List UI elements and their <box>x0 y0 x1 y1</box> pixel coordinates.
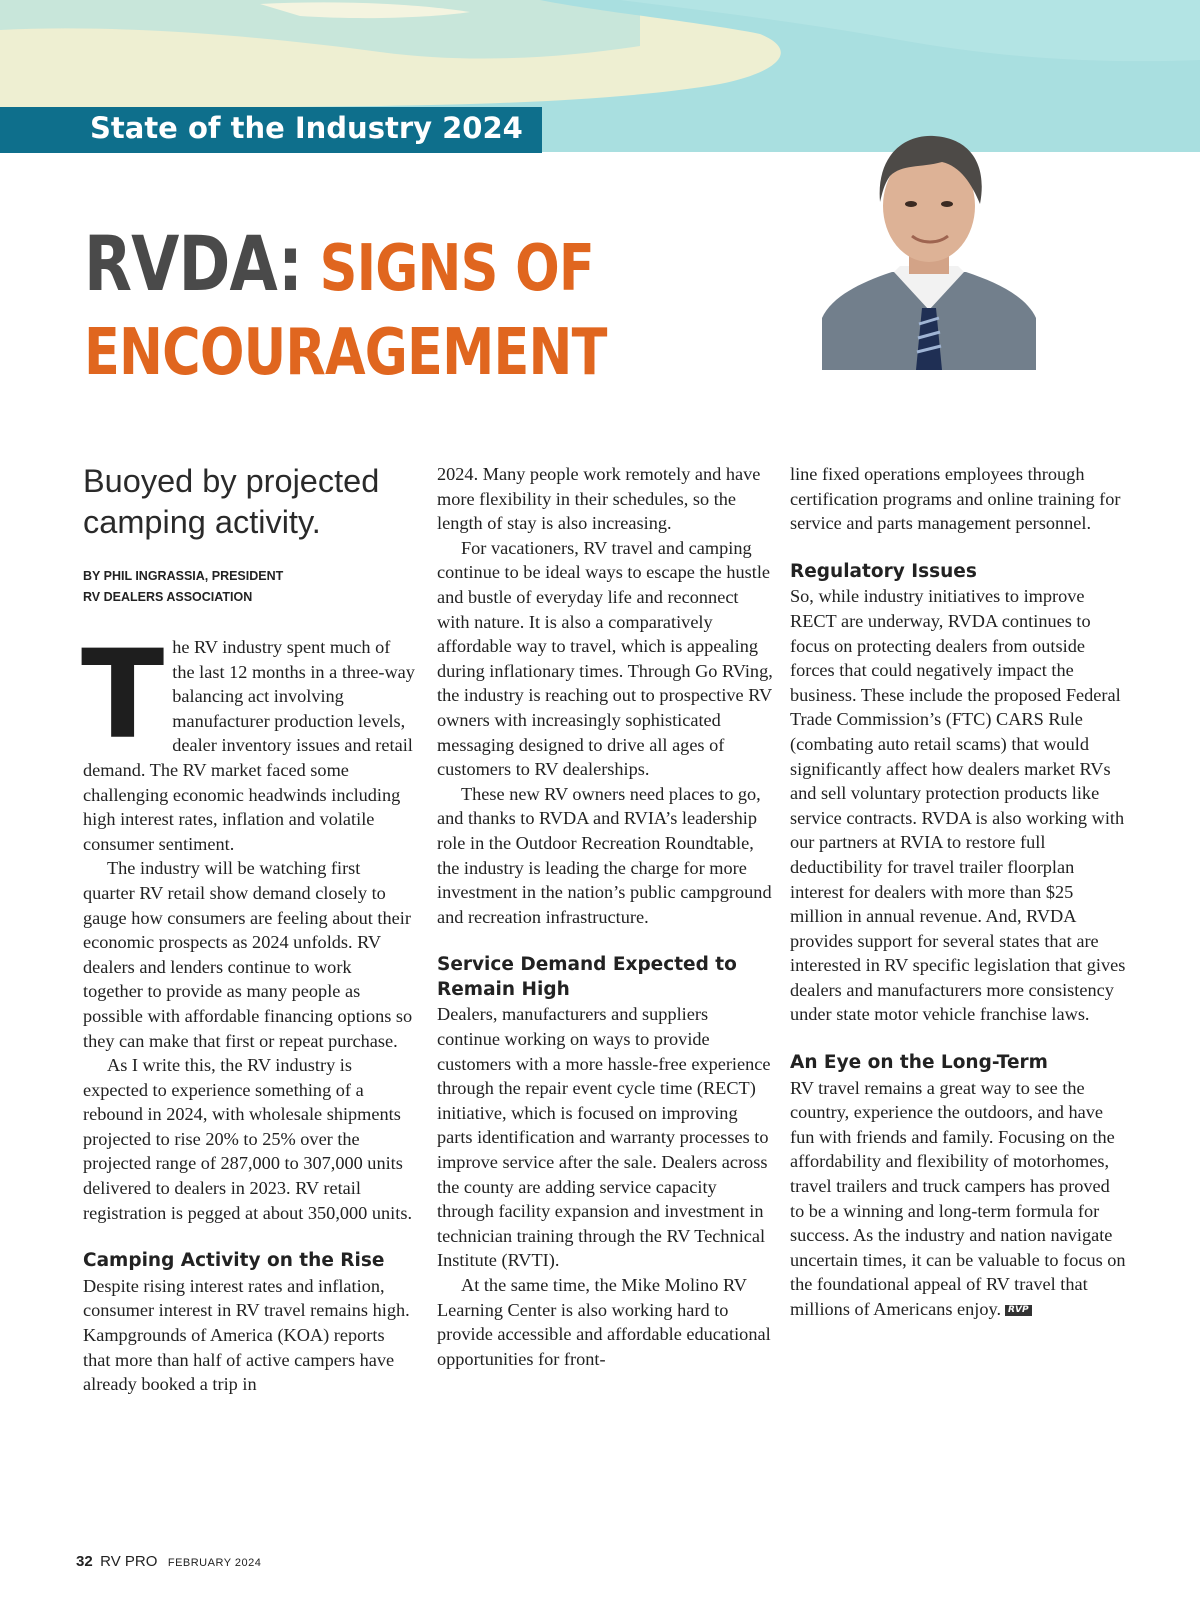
regulatory-heading: Regulatory Issues <box>790 560 977 582</box>
camping-paragraph-2: For vacationers, RV travel and camping continue to be ideal ways to escape the hustle and bustle of everyday life and reconnect with nature. It is also a comparatively affordable way to travel, which is appealing during inflationary times. Through Go RVing, the industry is reaching out to prospective RV owners with increasingly sophisticated messaging designed to drive all ages of customers to RV dealerships. <box>437 537 773 780</box>
article-column-2 <box>437 462 773 1371</box>
page-number: 32 <box>76 1553 93 1570</box>
camping-heading: Camping Activity on the Rise <box>83 1250 385 1272</box>
byline-line-1: BY PHIL INGRASSIA, PRESIDENT <box>83 569 284 583</box>
intro-paragraph-1-text: he RV industry spent much of the last 12 months in a three-way balancing act involving manufacturer production levels, dealer inventory issues and retail demand. The RV market faced some challenging economic headwinds including high interest rates, inflation and volatile consumer sentiment. <box>83 637 415 854</box>
service-heading: Service Demand Expected to Remain High <box>437 954 737 1000</box>
camping-paragraph-1-part-2: 2024. Many people work remotely and have more flexibility in their schedules, so the length of stay is also increasing. <box>437 464 761 534</box>
section-tag-label: State of the Industry 2024 <box>90 111 523 145</box>
service-paragraph-2-part-2: line fixed operations employees through certification programs and online training for service and parts management personnel. <box>790 464 1121 534</box>
camping-paragraph-3: These new RV owners need places to go, and thanks to RVDA and RVIA’s leadership role in the Outdoor Recreation Roundtable, the industry is leading the charge for more investment in the nation’s public campground and recreation infrastructure. <box>437 783 772 927</box>
intro-paragraph-3: As I write this, the RV industry is expected to experience something of a rebound in 2024, with wholesale shipments projected to rise 20% to 25% over the projected range of 287,000 to 307,000 units delivered to dealers in 2023. RV retail registration is pegged at about 350,000 units. <box>83 1055 413 1223</box>
headline <box>84 219 625 395</box>
byline-line-2: RV DEALERS ASSOCIATION <box>83 590 253 604</box>
byline <box>83 566 415 608</box>
page-footer <box>76 1553 261 1571</box>
drop-cap: T <box>81 624 165 766</box>
issue-date: FEBRUARY 2024 <box>167 1557 262 1569</box>
regulatory-paragraph: So, while industry initiatives to improve RECT are underway, RVDA continues to focus on protecting dealers from outside forces that could negatively impact the business. These include the proposed Federal Trade Commission’s (FTC) CARS Rule (combating auto retail scams) that would significantly affect how dealers market RVs and sell voluntary protection products like service contracts. RVDA is also working with our partners at RVIA to restore full deductibility for travel trailer floorplan interest for dealers with more than $25 million in annual revenue. And, RVDA provides support for several states that are interested in RV specific legislation that gives dealers and manufacturers more consistency under state motor vehicle franchise laws. <box>790 586 1126 1025</box>
headline-line1: SIGNS OF <box>319 232 594 306</box>
longterm-heading: An Eye on the Long-Term <box>790 1052 1048 1074</box>
intro-paragraph-2: The industry will be watching first quarter RV retail show demand closely to gauge how consumers are feeling about their economic prospects as 2024 unfolds. RV dealers and lenders continue to work together to provide as many people as possible with affordable financing options so they can make that first or repeat purchase. <box>83 858 413 1051</box>
headline-prefix: RVDA: <box>84 219 303 308</box>
service-paragraph-2-part-1: At the same time, the Mike Molino RV Learning Center is also working hard to provide accessible and affordable educational opportunities for front- <box>437 1275 771 1369</box>
article-column-3 <box>790 462 1126 1322</box>
camping-paragraph-1-part-1: Despite rising interest rates and inflation, consumer interest in RV travel remains high. Kampgrounds of America (KOA) reports that more than half of active campers have already booked a trip in <box>83 1275 410 1395</box>
longterm-paragraph <box>790 1076 1126 1322</box>
service-paragraph-1: Dealers, manufacturers and suppliers continue working on ways to provide customers with a more hassle-free experience through the repair event cycle time (RECT) initiative, which is focused on improving parts identification and warranty processes to improve service after the sale. Dealers across the county are adding service capacity through facility expansion and investment in technician training through the RV Technical Institute (RVTI). <box>437 1004 771 1271</box>
longterm-paragraph-text: RV travel remains a great way to see the country, experience the outdoors, and have fun with friends and family. Focusing on the affordability and flexibility of motorhomes, travel trailers and truck campers has proved to be a winning and long-term formula for success. As the industry and nation navigate uncertain times, it can be valuable to focus on the foundational appeal of RV travel that millions of Americans enjoy. <box>790 1077 1126 1319</box>
magazine-name: RV PRO <box>100 1553 158 1570</box>
deck: Buoyed by projected camping activity. <box>83 463 380 540</box>
intro-paragraph-1 <box>81 624 415 856</box>
author-portrait <box>822 132 1036 370</box>
headline-line2: ENCOURAGEMENT <box>84 316 607 390</box>
section-tag <box>0 107 542 153</box>
rvp-end-mark-icon: RVP <box>1005 1305 1032 1316</box>
article-column-1 <box>83 461 415 1397</box>
